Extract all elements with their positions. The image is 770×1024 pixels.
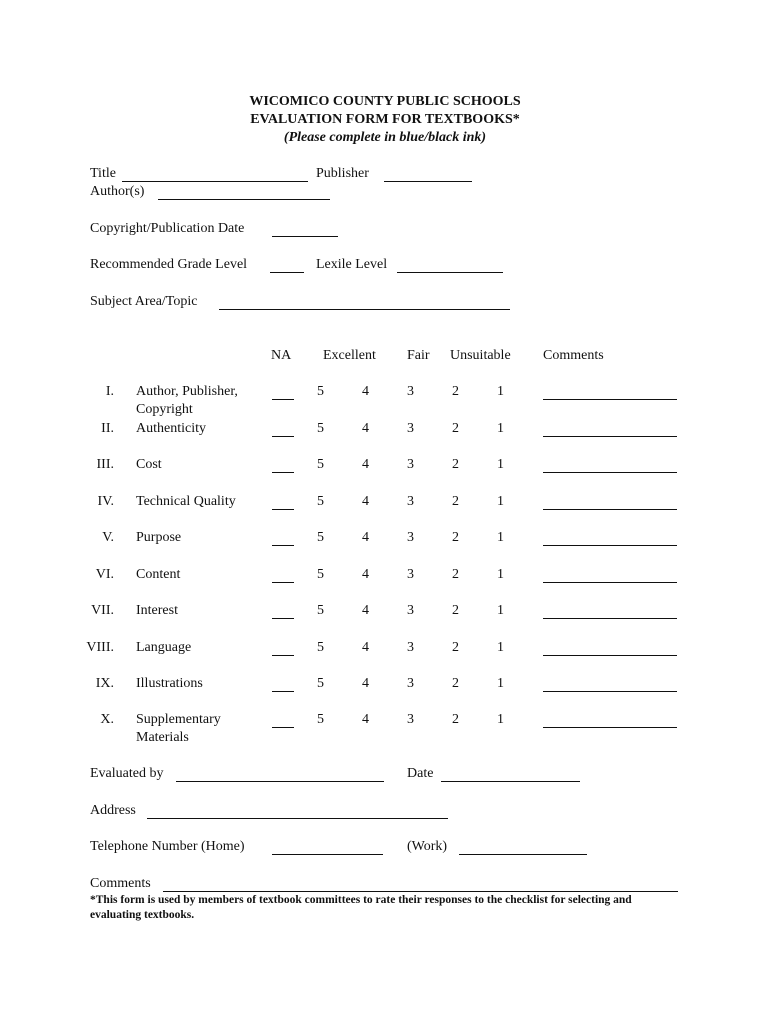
rating-score[interactable]: 4 [362,384,369,399]
row-numeral: IX. [95,676,114,691]
comment-blank[interactable] [543,509,677,510]
na-blank[interactable] [272,691,294,692]
rating-score[interactable]: 4 [362,640,369,655]
rating-score[interactable]: 5 [317,712,324,727]
date-field[interactable] [441,781,580,782]
ink-instruction: (Please complete in blue/black ink) [283,130,487,145]
grade-level-field[interactable] [270,272,304,273]
form-title-heading: EVALUATION FORM FOR TEXTBOOKS* [250,112,520,127]
evaluated-by-label: Evaluated by [90,766,164,781]
criterion-label: Authenticity [136,421,206,436]
telephone-work-field[interactable] [459,854,587,855]
footnote: *This form is used by members of textbook committees to rate their responses to the checklist for selecting and evaluating textbooks. [90,894,632,921]
rating-score[interactable]: 2 [452,421,459,436]
criterion-label: Author, Publisher, [136,384,238,399]
rating-score[interactable]: 5 [317,567,324,582]
lexile-field[interactable] [397,272,503,273]
criterion-label: Content [136,567,181,582]
telephone-work-label: (Work) [407,839,448,854]
rating-score[interactable]: 5 [317,457,324,472]
rating-score[interactable]: 2 [452,712,459,727]
header-na: NA [271,348,292,363]
rating-score[interactable]: 3 [407,530,414,545]
rating-score[interactable]: 2 [452,530,459,545]
rating-score[interactable]: 1 [497,567,504,582]
rating-score[interactable]: 5 [317,421,324,436]
na-blank[interactable] [272,655,294,656]
rating-score[interactable]: 2 [452,494,459,509]
subject-label: Subject Area/Topic [90,294,198,309]
rating-score[interactable]: 3 [407,603,414,618]
date-label: Date [407,766,434,781]
row-numeral: II. [101,421,114,436]
na-blank[interactable] [272,545,294,546]
rating-score[interactable]: 2 [452,640,459,655]
rating-score[interactable]: 1 [497,384,504,399]
criterion-label: Supplementary [136,712,221,727]
row-numeral: VII. [91,603,114,618]
evaluated-by-field[interactable] [176,781,384,782]
subject-field[interactable] [219,309,510,310]
rating-score[interactable]: 1 [497,457,504,472]
rating-score[interactable]: 1 [497,676,504,691]
rating-score[interactable]: 4 [362,421,369,436]
header-unsuitable: Unsuitable [450,348,511,363]
row-numeral: VIII. [86,640,114,655]
telephone-home-label: Telephone Number (Home) [90,839,245,854]
rating-score[interactable]: 2 [452,567,459,582]
rating-score[interactable]: 1 [497,494,504,509]
lexile-label: Lexile Level [316,257,388,272]
rating-score[interactable]: 4 [362,530,369,545]
comment-blank[interactable] [543,655,677,656]
na-blank[interactable] [272,509,294,510]
authors-label: Author(s) [90,184,145,199]
rating-score[interactable]: 4 [362,567,369,582]
row-numeral: VI. [95,567,114,582]
na-blank[interactable] [272,727,294,728]
comments-label: Comments [90,876,151,891]
address-label: Address [90,803,136,818]
publisher-label: Publisher [316,166,369,181]
header-fair: Fair [407,348,430,363]
rating-score[interactable]: 2 [452,384,459,399]
rating-score[interactable]: 5 [317,384,324,399]
comment-blank[interactable] [543,582,677,583]
na-blank[interactable] [272,582,294,583]
row-numeral: IV. [97,494,114,509]
rating-score[interactable]: 2 [452,603,459,618]
header-comments: Comments [543,348,604,363]
school-name-heading: WICOMICO COUNTY PUBLIC SCHOOLS [249,94,521,109]
rating-score[interactable]: 3 [407,457,414,472]
rating-score[interactable]: 1 [497,421,504,436]
criterion-label: Purpose [136,530,182,545]
comment-blank[interactable] [543,399,677,400]
title-field[interactable] [122,181,308,182]
criterion-label: Illustrations [136,676,203,691]
rating-score[interactable]: 1 [497,640,504,655]
comments-field[interactable] [163,891,678,892]
row-numeral: X. [100,712,114,727]
row-numeral: V. [102,530,114,545]
rating-score[interactable]: 4 [362,676,369,691]
comment-blank[interactable] [543,691,677,692]
rating-score[interactable]: 1 [497,712,504,727]
comment-blank[interactable] [543,436,677,437]
criterion-label: Cost [136,457,162,472]
copyright-date-label: Copyright/Publication Date [90,221,245,236]
rating-score[interactable]: 3 [407,384,414,399]
comment-blank[interactable] [543,727,677,728]
rating-score[interactable]: 3 [407,676,414,691]
title-label: Title [90,166,116,181]
criterion-label-continued: Materials [136,730,189,745]
rating-score[interactable]: 4 [362,712,369,727]
criterion-label: Technical Quality [136,494,236,509]
comment-blank[interactable] [543,472,677,473]
rating-score[interactable]: 5 [317,494,324,509]
row-numeral: III. [96,457,114,472]
rating-score[interactable]: 5 [317,640,324,655]
authors-field[interactable] [158,199,330,200]
header-excellent: Excellent [323,348,376,363]
criterion-label: Interest [136,603,178,618]
rating-score[interactable]: 3 [407,640,414,655]
rating-score[interactable]: 2 [452,457,459,472]
rating-score[interactable]: 3 [407,421,414,436]
rating-score[interactable]: 1 [497,603,504,618]
rating-score[interactable]: 3 [407,712,414,727]
copyright-date-field[interactable] [272,236,338,237]
address-field[interactable] [147,818,448,819]
na-blank[interactable] [272,472,294,473]
rating-score[interactable]: 5 [317,530,324,545]
rating-score[interactable]: 2 [452,676,459,691]
rating-score[interactable]: 4 [362,494,369,509]
comment-blank[interactable] [543,545,677,546]
rating-score[interactable]: 3 [407,494,414,509]
row-numeral: I. [105,384,114,399]
na-blank[interactable] [272,436,294,437]
rating-score[interactable]: 5 [317,676,324,691]
criterion-label: Language [136,640,192,655]
telephone-home-field[interactable] [272,854,383,855]
rating-score[interactable]: 4 [362,457,369,472]
publisher-field[interactable] [384,181,472,182]
comment-blank[interactable] [543,618,677,619]
criterion-label-continued: Copyright [136,402,193,417]
rating-score[interactable]: 5 [317,603,324,618]
rating-score[interactable]: 1 [497,530,504,545]
rating-score[interactable]: 3 [407,567,414,582]
rating-score[interactable]: 4 [362,603,369,618]
na-blank[interactable] [272,618,294,619]
na-blank[interactable] [272,399,294,400]
grade-level-label: Recommended Grade Level [90,257,248,272]
